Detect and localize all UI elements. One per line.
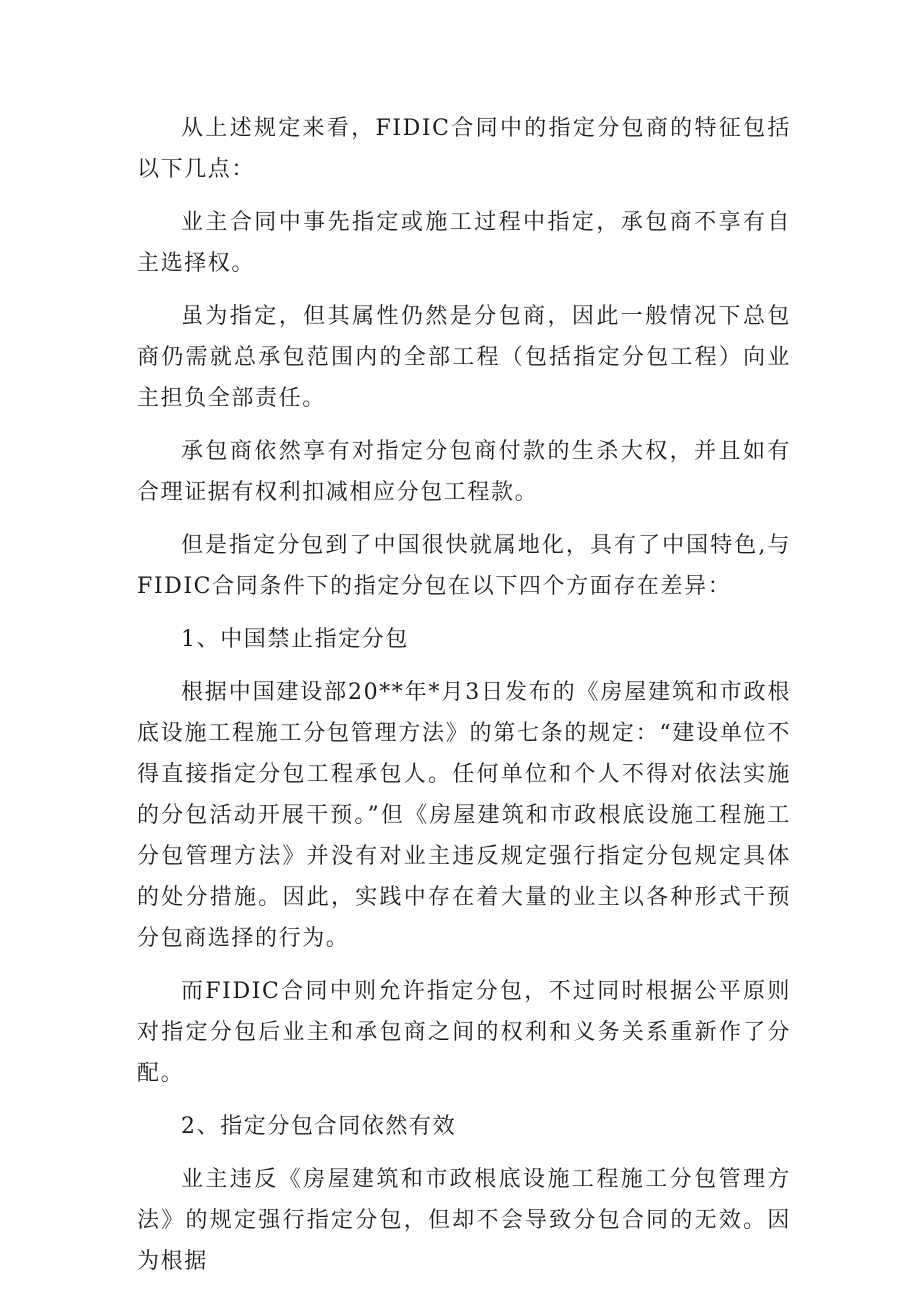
paragraph-owner-designation: 业主合同中事先指定或施工过程中指定，承包商不享有自主选择权。 (137, 210, 791, 276)
section-heading-china-prohibits: 1、中国禁止指定分包 (181, 627, 409, 652)
paragraph-fidic-allows: 而FIDIC合同中则允许指定分包，不过同时根据公平原则对指定分包后业主和承包商之间的权利和义务关系重新作了分配。 (137, 979, 791, 1086)
paragraph-payment-power: 承包商依然享有对指定分包商付款的生杀大权，并且如有合理证据有权利扣减相应分包工程款。 (137, 439, 791, 505)
paragraph-owner-violation: 业主违反《房屋建筑和市政根底设施工程施工分包管理方法》的规定强行指定分包，但却不会导致分包合同的无效。因为根据 (137, 1167, 791, 1274)
paragraph-china-localization: 但是指定分包到了中国很快就属地化，具有了中国特色,与FIDIC合同条件下的指定分包在以下四个方面存在差异： (137, 533, 791, 599)
document-body (137, 108, 791, 1294)
paragraph-fidic-features-intro: 从上述规定来看，FIDIC合同中的指定分包商的特征包括以下几点： (137, 116, 791, 182)
paragraph-ministry-regulation: 根据中国建设部20**年*月3日发布的《房屋建筑和市政根底设施工程施工分包管理方法》的第七条的规定：“建设单位不得直接指定分包工程承包人。任何单位和个人不得对依法实施的分包活动开展干预。”但《房屋建筑和市政根底设施工程施工分包管理方法》并没有对业主违反规定强行指定分包规定具体的处分措施。因此，实践中存在着大量的业主以各种形式干预分包商选择的行为。 (137, 680, 791, 951)
section-heading-contract-valid: 2、指定分包合同依然有效 (181, 1114, 457, 1139)
paragraph-subcontractor-nature: 虽为指定，但其属性仍然是分包商，因此一般情况下总包商仍需就总承包范围内的全部工程（包括指定分包工程）向业主担负全部责任。 (137, 304, 791, 411)
